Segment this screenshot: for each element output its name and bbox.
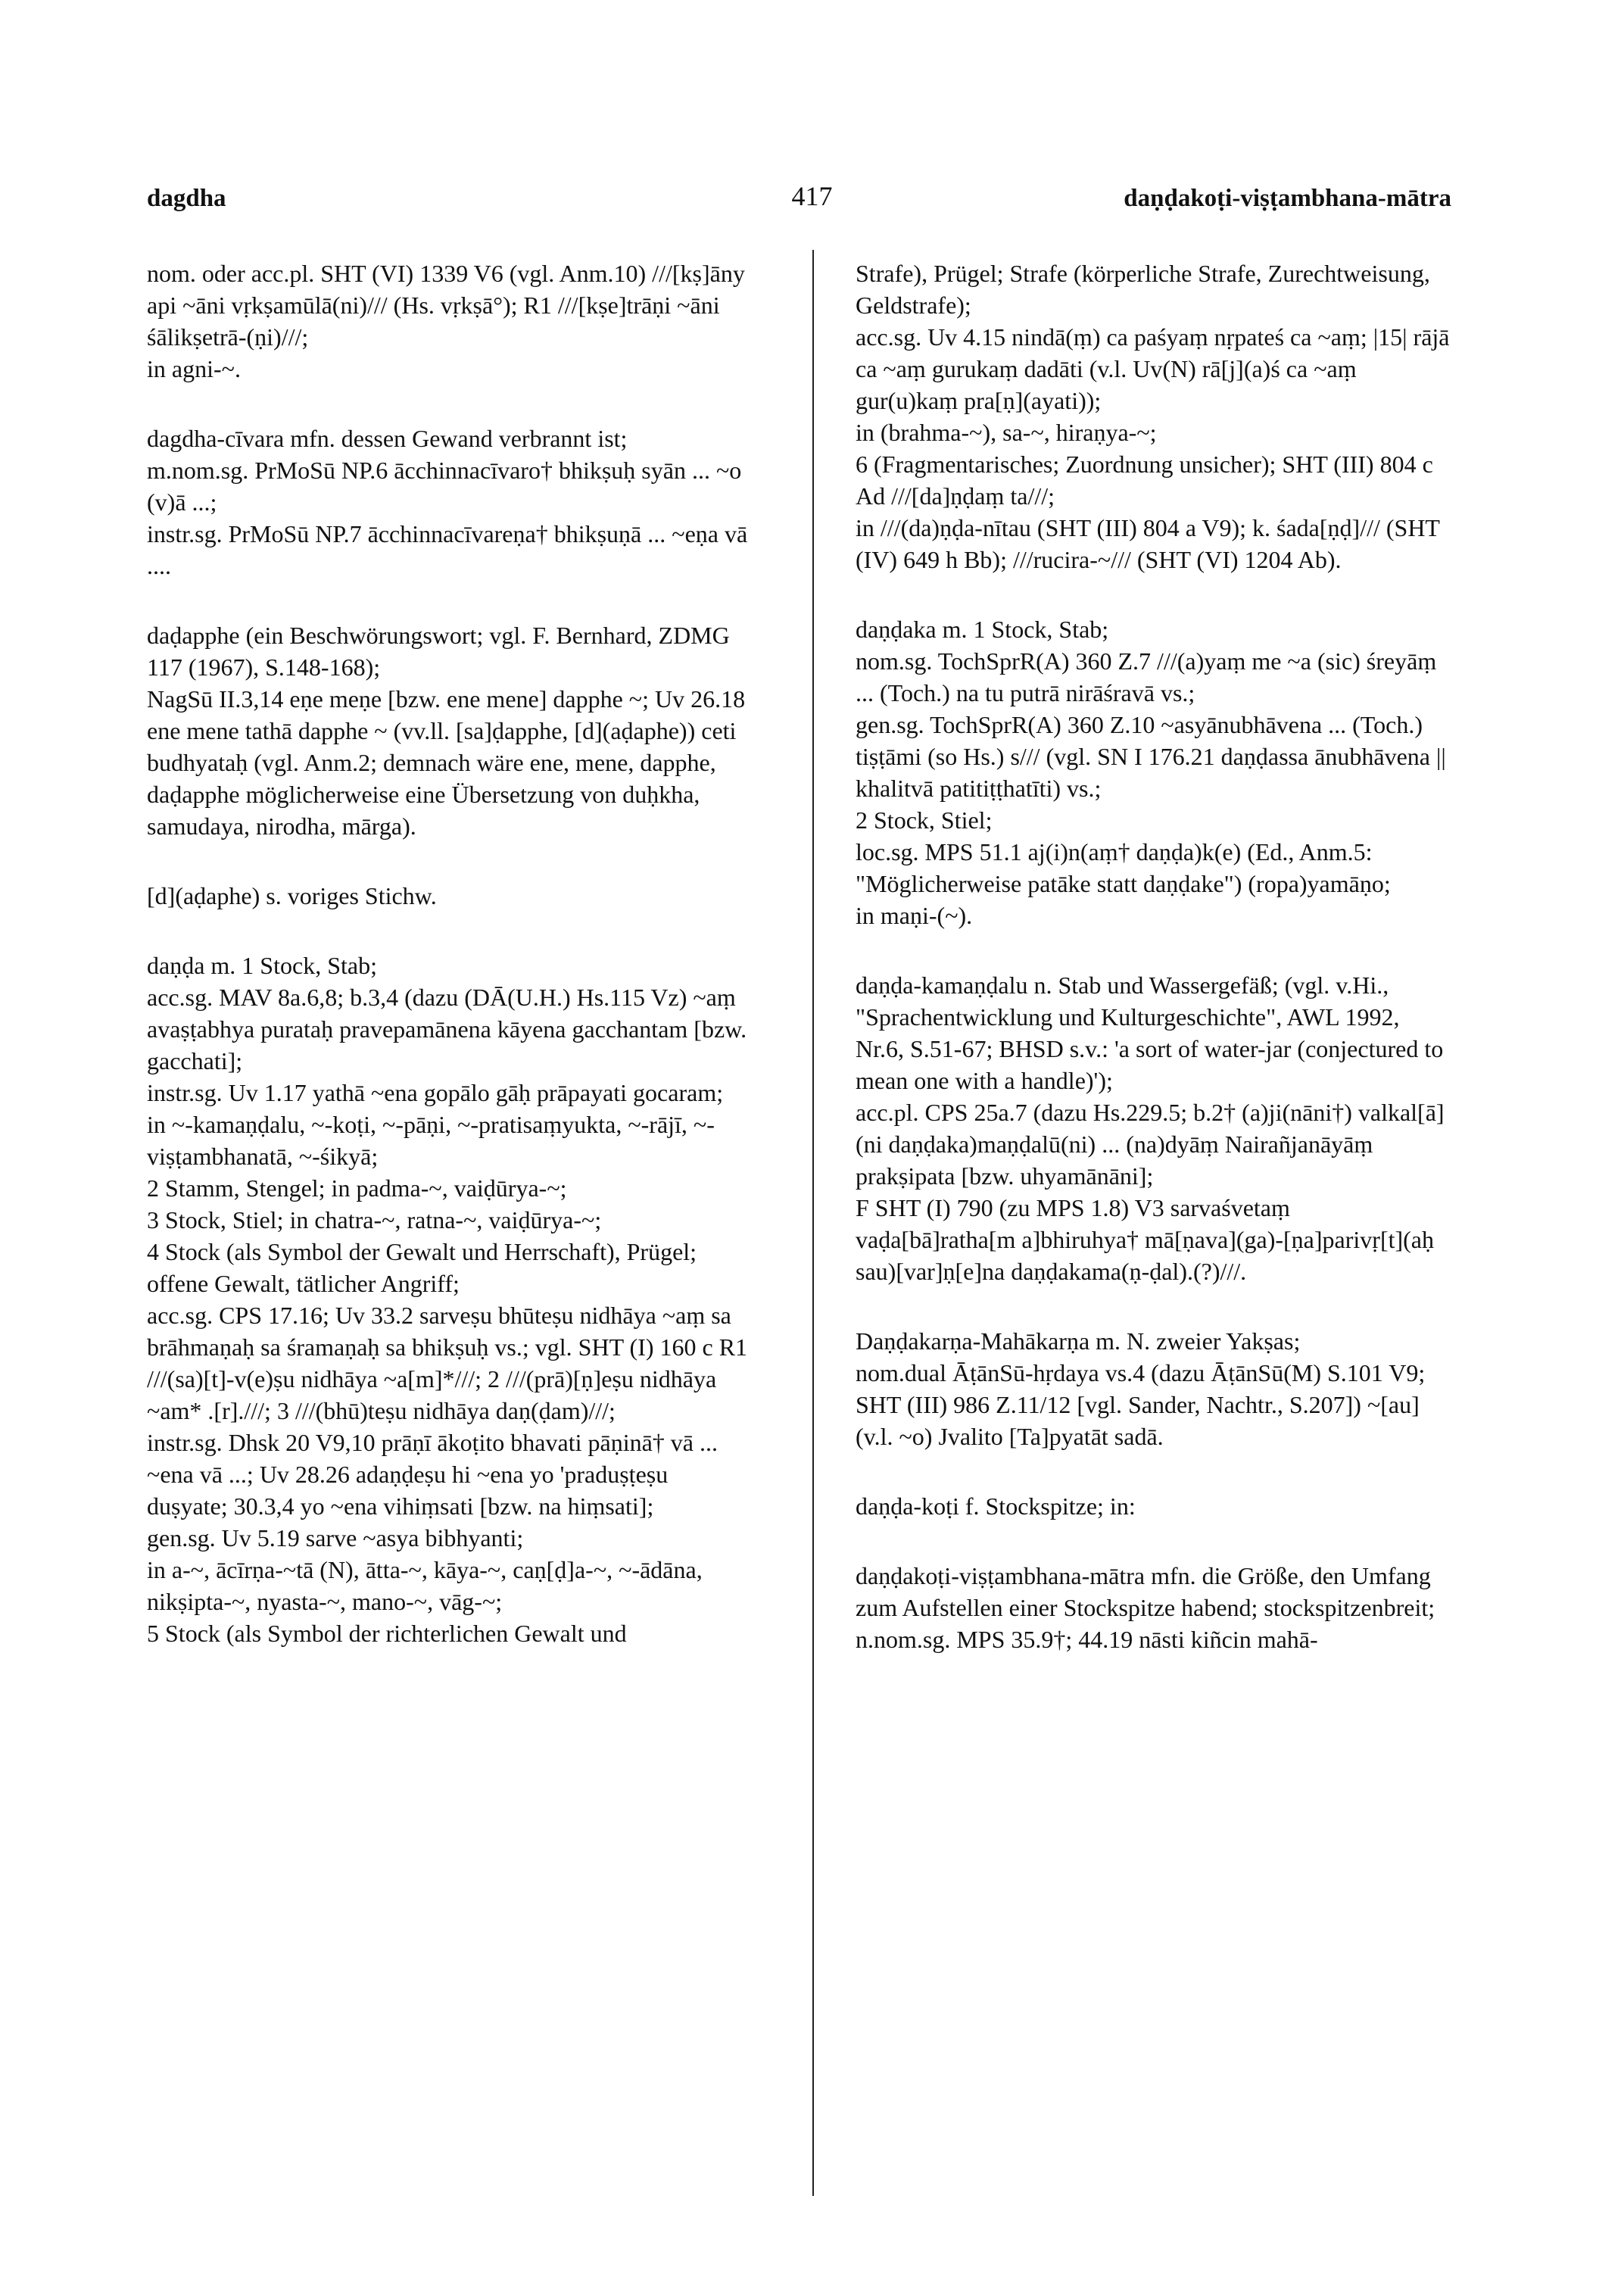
entry-line: NagSū II.3,14 eṇe meṇe [bzw. ene mene] dapphe ~; Uv 26.18 ene mene tathā dapphe ~ (vv.ll. [sa]ḍapphe, [d](aḍaphe)) ceti budhyataḥ (vgl. Anm.2; demnach wäre ene, mene, dapphe, daḍapphe möglicherweise eine Übersetzung von duḥkha, samudaya, nirodha, mārga). [147,685,746,840]
page-number: 417 [791,181,833,211]
entry-line: gen.sg. Uv 5.19 sarve ~asya bibhyanti; [147,1524,524,1552]
entry-line: nom.sg. TochSprR(A) 360 Z.7 ///(a)yaṃ me ~a (sic) śreyāṃ ... (Toch.) na tu putrā nirāśravā vs.; [856,647,1437,706]
entry-headword: daṇḍa-koṭi f. Stockspitze; in: [856,1492,1136,1520]
entry-line: 6 (Fragmentarisches; Zuordnung unsicher); SHT (III) 804 c Ad ///[da]ṇḍaṃ ta///; [856,451,1433,510]
entry-line: 3 Stock, Stiel; in chatra-~, ratna-~, vaiḍūrya-~; [147,1206,602,1233]
entry-dandakarna-mahakarna [856,1325,1451,1452]
entry-line: acc.sg. Uv 4.15 nindā(ṃ) ca paśyaṃ nṛpateś ca ~aṃ; |15| rājā ca ~aṃ gurukaṃ dadāti (v.l. Uv(N) rā[j](a)ś ca ~aṃ gur(u)kaṃ pra[ṇ](ayati)); [856,323,1450,414]
entry-headword: [d](aḍaphe) s. voriges Stichw. [147,882,437,909]
entry-line: acc.pl. CPS 25a.7 (dazu Hs.229.5; b.2† (a)ji(nāni†) valkal[ā](ni daṇḍaka)maṇḍalū(ni) ... (na)dyāṃ Nairañjanāyāṃ prakṣipata [bzw. uhyamānāni]; [856,1099,1445,1190]
entry-line: gen.sg. TochSprR(A) 360 Z.10 ~asyānubhāvena ... (Toch.) tiṣṭāmi (so Hs.) s/// (vgl. SN I 176.21 daṇḍassa ānubhāvena || khalitvā patitiṭṭhatīti) vs.; [856,711,1446,802]
entry-line: in ~-kamaṇḍalu, ~-koṭi, ~-pāṇi, ~-pratisaṃyukta, ~-rājī, ~-viṣṭambhanatā, ~-śikyā; [147,1111,715,1170]
entry-danda [147,950,753,1649]
entry-line: instr.sg. Dhsk 20 V9,10 prāṇī ākoṭito bhavati pāṇinā† vā ... ~ena vā ...; Uv 28.26 adaṇḍeṣu hi ~ena yo 'praduṣṭeṣu duṣyate; 30.3,4 yo ~ena vihiṃsati [bzw. na hiṃsati]; [147,1429,718,1520]
column-divider [812,250,814,2196]
entry-dagdha-civara [147,423,753,582]
entry-danda-kamandalu [856,969,1451,1287]
entry-line: nom. oder acc.pl. SHT (VI) 1339 V6 (vgl. Anm.10) ///[kṣ]āny api ~āni vṛkṣamūlā(ni)/// (Hs. vṛkṣā°); R1 ///[kṣe]trāṇi ~āni śālikṣetrā-(ṇi)///; [147,260,745,351]
entry-line: F SHT (I) 790 (zu MPS 1.8) V3 sarvaśvetaṃ vaḍa[bā]ratha[m a]bhiruhya† mā[ṇava](ga)-[ṇa]parivṛ[t](aḥ sau)[var]ṇ[e]na daṇḍakama(ṇ-ḍal).(?)///. [856,1194,1434,1285]
right-column [856,257,1451,1678]
entry-line: instr.sg. Uv 1.17 yathā ~ena gopālo gāḥ prāpayati gocaram; [147,1079,724,1106]
entry-headword: daḍapphe (ein Beschwörungswort; vgl. F. Bernhard, ZDMG 117 (1967), S.148-168); [147,622,730,681]
entry-dandaka [856,613,1451,931]
entry-line: in ///(da)ṇḍa-nītau (SHT (III) 804 a V9); k. śada[ṇḍ]/// (SHT (IV) 649 h Bb); ///rucira-~/// (SHT (VI) 1204 Ab). [856,514,1440,573]
entry-line: in a-~, ācīrṇa-~tā (N), ātta-~, kāya-~, caṇ[ḍ]a-~, ~-ādāna, nikṣipta-~, nyasta-~, mano-~, vāg-~; [147,1556,703,1615]
entry-headword: daṇḍakoṭi-viṣṭambhana-mātra mfn. die Größe, den Umfang zum Aufstellen einer Stockspitze habend; stockspitzenbreit; [856,1562,1435,1621]
entry-headword: daṇḍa-kamaṇḍalu n. Stab und Wassergefäß; (vgl. v.Hi., "Sprachentwicklung und Kulturgeschichte", AWL 1992, Nr.6, S.51-67; BHSD s.v.: 'a sort of water-jar (conjectured to mean one with a handle)'); [856,971,1444,1094]
entry-line: in (brahma-~), sa-~, hiraṇya-~; [856,419,1157,446]
entry-line: Strafe), Prügel; Strafe (körperliche Strafe, Zurechtweisung, Geldstrafe); [856,260,1430,319]
entry-d-adaphe [147,880,753,912]
entry-headword: daṇḍa m. 1 Stock, Stab; [147,952,377,979]
entry-line: nom.dual ĀṭānSū-hṛdaya vs.4 (dazu ĀṭānSū(M) S.101 V9; SHT (III) 986 Z.11/12 [vgl. Sander, Nachtr., S.207]) ~[au] (v.l. ~o) Jvalito [Ta]pyatāt sadā. [856,1359,1426,1450]
entry-line: acc.sg. CPS 17.16; Uv 33.2 sarveṣu bhūteṣu nidhāya ~aṃ sa brāhmaṇaḥ sa śramaṇaḥ sa bhikṣuḥ vs.; vgl. SHT (I) 160 c R1 ///(sa)[t]-v(e)ṣu nidhāya ~a[m]*///; 2 ///(prā)[ṇ]eṣu nidhāya ~am* .[r].///; 3 ///(bhū)teṣu nidhāya daṇ(ḍam)///; [147,1302,748,1424]
entry-headword: dagdha-cīvara mfn. dessen Gewand verbrannt ist; [147,425,628,452]
left-column [147,257,753,1672]
running-head-left: dagdha [147,185,226,212]
entry-line: 5 Stock (als Symbol der richterlichen Gewalt und [147,1620,627,1647]
entry-danda-continuation [856,257,1451,575]
entry-line: in maṇi-(~). [856,902,973,929]
entry-line: loc.sg. MPS 51.1 aj(i)n(aṃ† daṇḍa)k(e) (Ed., Anm.5: "Möglicherweise patāke statt daṇḍake") (ropa)yamāṇo; [856,838,1391,897]
entry-danda-koti [856,1490,1451,1522]
entry-dandakoti-vistambhana-matra [856,1560,1451,1655]
entry-headword: Daṇḍakarṇa-Mahākarṇa m. N. zweier Yakṣas; [856,1327,1301,1355]
entry-line: n.nom.sg. MPS 35.9†; 44.19 nāsti kiñcin mahā- [856,1626,1318,1653]
entry-line: 4 Stock (als Symbol der Gewalt und Herrschaft), Prügel; offene Gewalt, tätlicher Angriff; [147,1238,697,1297]
entry-agni-continuation [147,257,753,385]
entry-line: acc.sg. MAV 8a.6,8; b.3,4 (dazu (DĀ(U.H.) Hs.115 Vz) ~aṃ avaṣṭabhya purataḥ pravepamānena kāyena gacchantam [bzw. gacchati]; [147,984,747,1074]
entry-dadapphe [147,619,753,842]
running-head-right: daṇḍakoṭi-viṣṭambhana-mātra [1124,185,1451,212]
entry-line: 2 Stamm, Stengel; in padma-~, vaiḍūrya-~; [147,1174,567,1202]
entry-line: instr.sg. PrMoSū NP.7 ācchinnacīvareṇa† bhikṣuṇā ... ~eṇa vā .... [147,520,748,579]
entry-headword: daṇḍaka m. 1 Stock, Stab; [856,616,1109,643]
entry-line: 2 Stock, Stiel; [856,806,993,834]
entry-line: m.nom.sg. PrMoSū NP.6 ācchinnacīvaro† bhikṣuḥ syān ... ~o (v)ā ...; [147,457,742,516]
entry-line: in agni-~. [147,355,241,382]
